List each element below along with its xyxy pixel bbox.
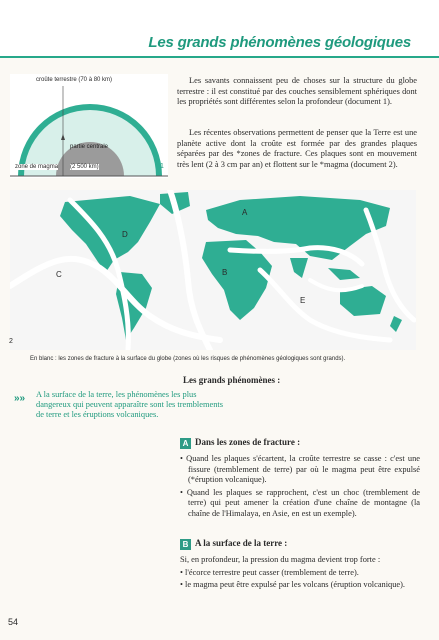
part-a-item-2-text: Quand les plaques se rapprochent, c'est un choc (tremblement de terre) qui peut amener la création d'une chaîne de montagne (la chaîne de l'Himalaya, en Asie, en est un exemple). — [186, 487, 420, 518]
part-a-block — [180, 437, 420, 520]
part-a-heading — [180, 437, 420, 449]
part-b-item-1: • l'écorce terrestre peut casser (tremblement de terre). — [180, 567, 359, 577]
page-title: Les grands phénomènes géologiques — [148, 34, 411, 51]
doc2-number: 2 — [9, 338, 13, 345]
plate-label-c: C — [56, 270, 62, 279]
magma-label: zone de magma — [15, 164, 59, 170]
plate-label-d: D — [122, 230, 128, 239]
part-a-title: Dans les zones de fracture : — [195, 437, 301, 447]
section-heading: Les grands phénomènes : — [183, 375, 281, 385]
part-a-badge: A — [180, 438, 191, 449]
part-b-intro: Si, en profondeur, la pression du magma devient trop forte : — [180, 555, 381, 564]
page-number: 54 — [8, 617, 19, 627]
part-a-item-1-text: Quand les plaques s'écartent, la croûte terrestre se casse : c'est une fissure (tremblement de terre) par où le magma peut être expulsé (*éruption volcanique). — [186, 454, 420, 485]
part-b-block — [180, 538, 420, 591]
part-b-item-2-text: le magma peut être expulsé par les volcans (éruption volcanique). — [185, 580, 406, 590]
part-b-heading — [180, 538, 420, 550]
plate-label-b: B — [222, 268, 228, 277]
lead-arrow-icon: »» — [14, 393, 26, 404]
part-b-item-1-text: l'écorce terrestre peut casser (tremblement de terre). — [185, 567, 359, 577]
lead-text: A la surface de la terre, les phénomènes les plus dangereux qui peuvent apparaître sont les tremblements de terre et les éruptions volcaniques. — [36, 390, 223, 420]
intro-paragraph-2: Les récentes observations permettent de penser que la Terre est une planète active dont la croûte est formée par des grandes plaques séparées par des *zones de fracture. Ces plaques sont en mouvement très lent (2 à 3 cm par an) et flottent sur le *magma (document 2). — [177, 128, 417, 169]
core-label: partie centrale — [70, 144, 109, 150]
part-a-item-2: • Quand les plaques se rapprochent, c'est un choc (tremblement de terre) qui peut amener la création d'une chaîne de montagne (la chaîne de l'Himalaya, en Asie, en est un exemple). — [180, 487, 420, 518]
part-b-title: A la surface de la terre : — [195, 538, 288, 548]
tectonic-plates-map — [10, 190, 416, 350]
part-b-badge: B — [180, 539, 191, 550]
intro-paragraph-1: Les savants connaissent peu de choses sur la structure du globe terrestre : il est constitué par des couches sensiblement sphériques dont les propriétés sont différentes selon la profondeur (document 1). — [177, 76, 417, 107]
header-rule — [0, 56, 439, 58]
map-caption: En blanc : les zones de fracture à la surface du globe (zones où les risques de phénomènes géologiques sont grands). — [30, 356, 346, 362]
doc1-number: 1 — [160, 163, 164, 170]
plate-label-a: A — [242, 208, 248, 217]
magma-depth: (2 500 km) — [70, 164, 99, 170]
plate-label-e: E — [300, 296, 306, 305]
globe-section-diagram — [10, 74, 168, 178]
crust-label: croûte terrestre (70 à 80 km) — [36, 77, 113, 83]
part-a-item-1: • Quand les plaques s'écartent, la croûte terrestre se casse : c'est une fissure (tremblement de terre) par où le magma peut être expulsé (*éruption volcanique). — [180, 454, 420, 485]
part-b-item-2: • le magma peut être expulsé par les volcans (éruption volcanique). — [180, 580, 406, 590]
